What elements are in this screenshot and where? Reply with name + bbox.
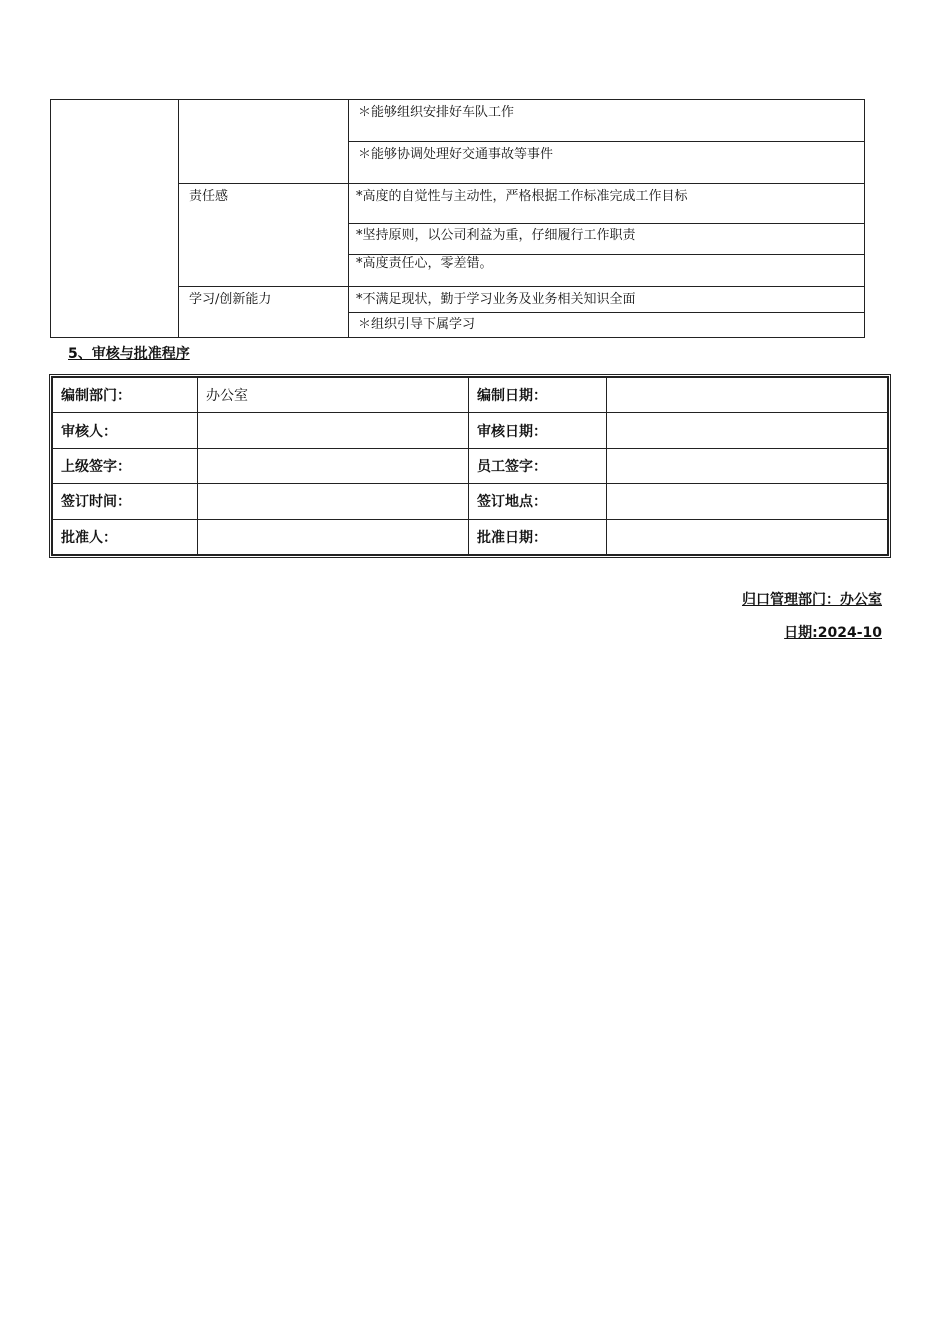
category-label: 学习/创新能力 — [189, 292, 272, 307]
field-label: 上级签字： — [53, 448, 198, 483]
footer-date: 日期:2024-10 — [784, 625, 882, 641]
field-label: 签订地点： — [469, 484, 607, 519]
table-row — [53, 448, 888, 483]
field-value — [198, 484, 469, 519]
competency-item: ＊能够协调处理好交通事故等事件 — [358, 147, 554, 162]
category-label: 责任感 — [189, 189, 229, 204]
field-value — [198, 519, 469, 554]
approval-table — [49, 374, 891, 558]
competency-item: *不满足现状，勤于学习业务及业务相关知识全面 — [356, 292, 636, 307]
table-row — [53, 378, 888, 413]
table-row — [53, 484, 888, 519]
field-label: 编制部门： — [53, 378, 198, 413]
column-divider — [864, 99, 865, 338]
field-label: 批准日期： — [469, 519, 607, 554]
row-divider — [348, 312, 864, 313]
competency-table — [50, 99, 865, 338]
field-value — [607, 413, 888, 448]
field-label: 批准人： — [53, 519, 198, 554]
competency-item: *坚持原则，以公司利益为重，仔细履行工作职责 — [356, 228, 636, 243]
row-divider — [348, 141, 864, 142]
column-divider — [348, 99, 349, 338]
competency-item: ＊能够组织安排好车队工作 — [358, 105, 515, 120]
field-value — [607, 448, 888, 483]
competency-item: *高度的自觉性与主动性，严格根据工作标准完成工作目标 — [356, 189, 688, 204]
field-value — [198, 413, 469, 448]
field-value — [607, 519, 888, 554]
section-title: 5、审核与批准程序 — [68, 346, 190, 362]
column-divider — [178, 99, 179, 338]
row-divider — [178, 286, 864, 287]
field-label: 审核人： — [53, 413, 198, 448]
row-divider — [348, 337, 864, 338]
row-divider — [348, 223, 864, 224]
field-value: 办公室 — [198, 378, 469, 413]
row-divider — [178, 183, 864, 184]
field-value — [607, 378, 888, 413]
field-value — [607, 484, 888, 519]
table-row — [53, 413, 888, 448]
row-divider — [50, 337, 348, 338]
field-label: 员工签字： — [469, 448, 607, 483]
field-label: 签订时间： — [53, 484, 198, 519]
field-label: 编制日期： — [469, 378, 607, 413]
footer-department: 归口管理部门：办公室 — [742, 592, 882, 608]
table-row — [53, 519, 888, 554]
competency-item: *高度责任心，零差错。 — [356, 256, 493, 271]
row-divider — [348, 254, 864, 255]
competency-item: ＊组织引导下属学习 — [358, 317, 476, 332]
field-label: 审核日期： — [469, 413, 607, 448]
field-value — [198, 448, 469, 483]
